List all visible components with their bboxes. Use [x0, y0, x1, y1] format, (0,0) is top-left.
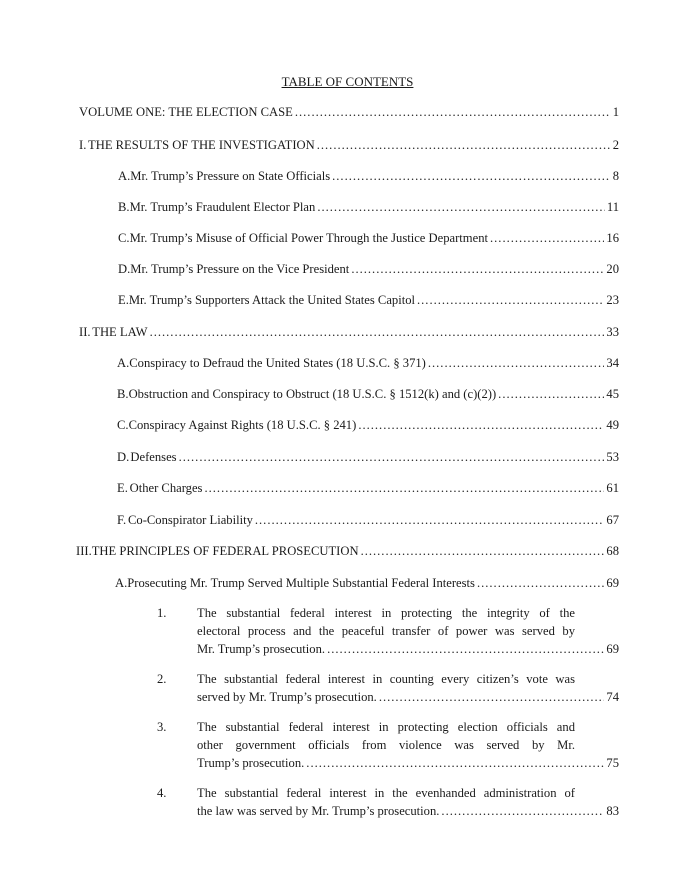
- toc-page-number: 68: [606, 544, 619, 558]
- toc-entry-text: Mr. Trump’s Fraudulent Elector Plan: [129, 200, 316, 214]
- toc-page-number: 69: [606, 576, 619, 590]
- toc-last-line: [197, 755, 619, 771]
- toc-page-number: 8: [612, 169, 619, 183]
- toc-entry-text: Other Charges: [129, 481, 203, 495]
- leader-dots: [428, 355, 605, 371]
- toc-last-line: [197, 689, 619, 705]
- leader-dots: [317, 199, 605, 215]
- leader-dots: [361, 543, 605, 559]
- toc-last-line: [197, 641, 619, 657]
- toc-entry-text: Trump’s prosecution.: [197, 756, 305, 770]
- subitem-number: 4.: [157, 786, 167, 800]
- subitem-text-line: The substantial federal interest in protecting the integrity of the: [197, 606, 575, 620]
- leader-dots: [358, 417, 604, 433]
- toc-subsection-line[interactable]: [118, 261, 619, 277]
- subsection-letter: F.: [117, 513, 127, 527]
- toc-page-number: 83: [606, 804, 619, 818]
- leader-dots: [295, 104, 611, 120]
- subsection-letter: A.: [118, 169, 131, 183]
- toc-page-number: 16: [606, 231, 619, 245]
- subitem-text-line: other government officials from violence was served by Mr.: [197, 738, 575, 752]
- toc-page-number: 75: [606, 756, 619, 770]
- toc-entry-text: THE RESULTS OF THE INVESTIGATION: [88, 138, 315, 152]
- toc-entry-text: VOLUME ONE: THE ELECTION CASE: [79, 105, 293, 119]
- section-number: III.: [76, 544, 92, 558]
- leader-dots: [150, 324, 605, 340]
- toc-page-number: 61: [606, 481, 619, 495]
- subsection-letter: E.: [117, 481, 128, 495]
- toc-entry-text: THE LAW: [92, 325, 148, 339]
- subsection-letter: A.: [117, 356, 130, 370]
- subitem-text-line: electoral process and the peaceful transfer of power was served by: [197, 624, 575, 638]
- toc-entry-text: Obstruction and Conspiracy to Obstruct (18 U.S.C. § 1512(k) and (c)(2)): [128, 387, 497, 401]
- toc-subsection-line[interactable]: [118, 292, 619, 308]
- subitem-text-line: The substantial federal interest in the evenhanded administration of: [197, 786, 575, 800]
- section-number: II.: [79, 325, 91, 339]
- subitem-number: 3.: [157, 720, 167, 734]
- toc-entry-text: Defenses: [130, 450, 177, 464]
- toc-entry-text: Conspiracy to Defraud the United States (18 U.S.C. § 371): [129, 356, 426, 370]
- toc-entry-text: Conspiracy Against Rights (18 U.S.C. § 241): [128, 418, 357, 432]
- toc-page-number: 33: [606, 325, 619, 339]
- toc-subsection-line[interactable]: [118, 168, 619, 184]
- subitem-text-line: The substantial federal interest in protecting election officials and: [197, 720, 575, 734]
- leader-dots: [327, 641, 604, 657]
- leader-dots: [490, 230, 604, 246]
- subsection-letter: B.: [118, 200, 130, 214]
- subitem-number: 1.: [157, 606, 167, 620]
- toc-entry-text: THE PRINCIPLES OF FEDERAL PROSECUTION: [91, 544, 359, 558]
- leader-dots: [179, 449, 605, 465]
- toc-subsection-line[interactable]: [117, 386, 619, 402]
- toc-volume-line[interactable]: [79, 104, 619, 120]
- toc-subsection-line[interactable]: [117, 355, 619, 371]
- toc-page-number: 53: [606, 450, 619, 464]
- subsection-letter: D.: [118, 262, 131, 276]
- leader-dots: [255, 512, 605, 528]
- toc-section-line[interactable]: [79, 137, 619, 153]
- toc-entry-text: Mr. Trump’s Supporters Attack the United States Capitol: [128, 293, 415, 307]
- toc-page-number: 67: [606, 513, 619, 527]
- leader-dots: [204, 480, 604, 496]
- subsection-letter: D.: [117, 450, 130, 464]
- toc-entry-text: Mr. Trump’s prosecution.: [197, 642, 326, 656]
- toc-entry-text: Mr. Trump’s Misuse of Official Power Through the Justice Department: [129, 231, 488, 245]
- toc-subsection-line[interactable]: [118, 230, 619, 246]
- toc-entry-text: served by Mr. Trump’s prosecution.: [197, 690, 377, 704]
- toc-section-line[interactable]: [79, 324, 619, 340]
- leader-dots: [379, 689, 605, 705]
- leader-dots: [351, 261, 604, 277]
- subitem-text-line: The substantial federal interest in counting every citizen’s vote was: [197, 672, 575, 686]
- page-title: TABLE OF CONTENTS: [281, 74, 414, 89]
- toc-subsection-line[interactable]: [118, 199, 619, 215]
- subsection-letter: C.: [118, 231, 130, 245]
- toc-subsection-line[interactable]: [117, 417, 619, 433]
- section-number: I.: [79, 138, 87, 152]
- toc-subsection-line[interactable]: [117, 480, 619, 496]
- leader-dots: [306, 755, 604, 771]
- subsection-letter: B.: [117, 387, 129, 401]
- toc-page-number: 45: [606, 387, 619, 401]
- toc-page-number: 49: [606, 418, 619, 432]
- leader-dots: [417, 292, 604, 308]
- toc-page-number: 11: [606, 200, 619, 214]
- leader-dots: [332, 168, 611, 184]
- toc-subsection-line[interactable]: [117, 449, 619, 465]
- leader-dots: [441, 803, 604, 819]
- leader-dots: [477, 575, 604, 591]
- subitem-number: 2.: [157, 672, 167, 686]
- toc-entry-text: Mr. Trump’s Pressure on State Officials: [130, 169, 331, 183]
- toc-page-number: 1: [612, 105, 619, 119]
- toc-entry-text: Co-Conspirator Liability: [128, 513, 253, 527]
- toc-page-number: 34: [606, 356, 619, 370]
- subsection-letter: C.: [117, 418, 129, 432]
- toc-page-number: 69: [606, 642, 619, 656]
- subsection-letter: E.: [118, 293, 129, 307]
- toc-last-line: [197, 803, 619, 819]
- toc-entry-text: Prosecuting Mr. Trump Served Multiple Substantial Federal Interests: [127, 576, 475, 590]
- toc-subsection-line[interactable]: [117, 512, 619, 528]
- toc-section-line[interactable]: [76, 543, 619, 559]
- toc-page-number: 74: [606, 690, 619, 704]
- toc-page-number: 2: [612, 138, 619, 152]
- toc-page-number: 20: [606, 262, 619, 276]
- leader-dots: [498, 386, 604, 402]
- toc-page-number: 23: [606, 293, 619, 307]
- toc-subsection-line[interactable]: [115, 575, 619, 591]
- subsection-letter: A.: [115, 576, 128, 590]
- toc-entry-text: Mr. Trump’s Pressure on the Vice President: [130, 262, 350, 276]
- toc-entry-text: the law was served by Mr. Trump’s prosecution.: [197, 804, 440, 818]
- leader-dots: [317, 137, 611, 153]
